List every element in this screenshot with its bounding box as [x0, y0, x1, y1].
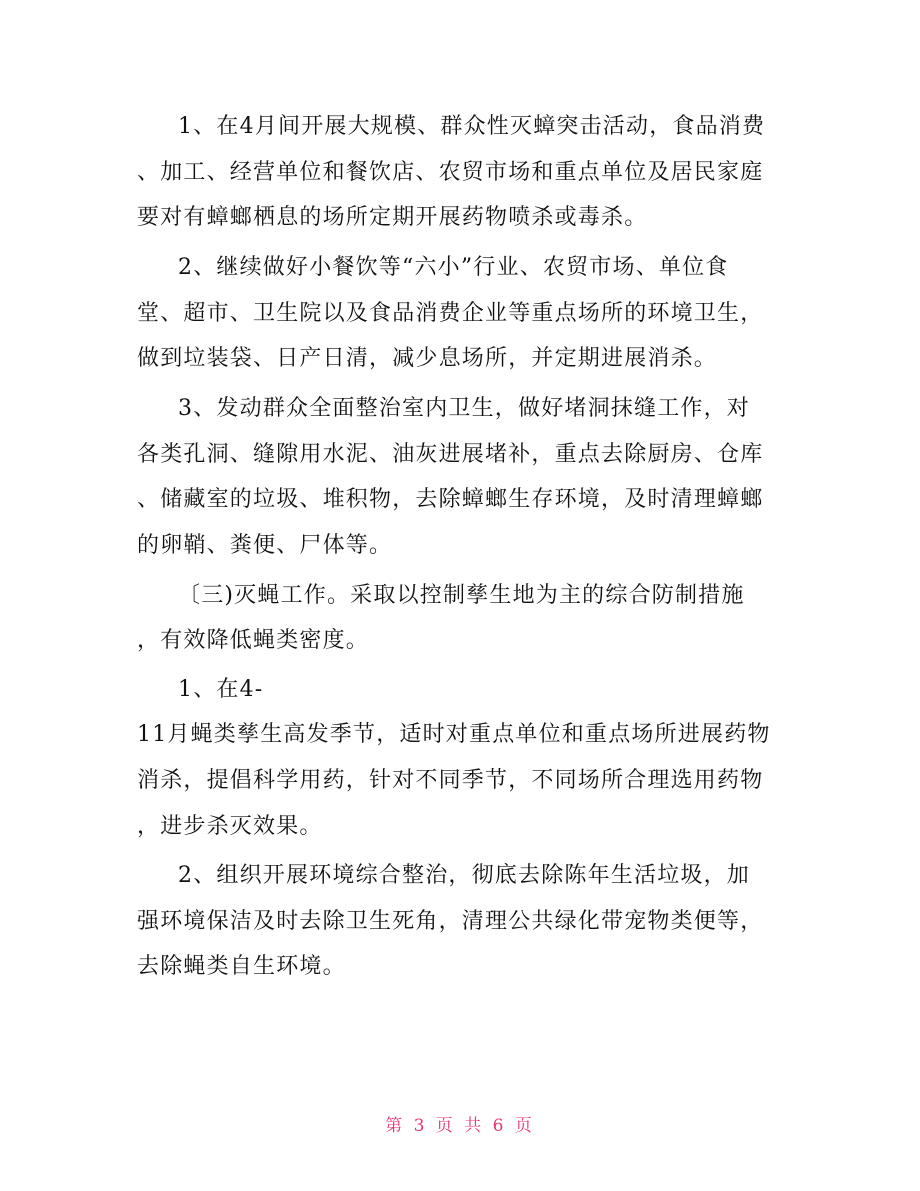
paragraph-line: 要对有蟑螂栖息的场所定期开展药物喷杀或毒杀。: [137, 205, 648, 230]
paragraph-line: 2、组织开展环境综合整治，彻底去除陈年生活垃圾，加: [178, 863, 750, 888]
paragraph-line: ，进步杀灭效果。: [137, 814, 323, 839]
paragraph-line: 1、在4月间开展大规模、群众性灭蟑突击活动，食品消费: [178, 114, 766, 139]
paragraph-line: 1、在4-: [178, 677, 264, 702]
paragraph-line: ，有效降低蝇类密度。: [137, 628, 370, 653]
paragraph-line: 2、继续做好小餐饮等“六小”行业、农贸市场、单位食: [178, 255, 729, 280]
page-number-footer: 第 3 页 共 6 页: [385, 1116, 535, 1136]
section-heading-line: 〔三)灭蝇工作。采取以控制孳生地为主的综合防制措施: [178, 583, 745, 608]
paragraph-line: 的卵鞘、粪便、尸体等。: [137, 533, 393, 558]
paragraph-line: 去除蝇类自生环境。: [137, 954, 346, 979]
paragraph-line: 、储藏室的垃圾、堆积物，去除蟑螂生存环境，及时清理蟑螂: [137, 487, 764, 512]
paragraph-line: 消杀，提倡科学用药，针对不同季节，不同场所合理选用药物: [137, 768, 764, 793]
paragraph-line: 各类孔洞、缝隙用水泥、油灰进展堵补，重点去除厨房、仓库: [137, 442, 764, 467]
paragraph-line: 3、发动群众全面整治室内卫生，做好堵洞抹缝工作，对: [178, 396, 750, 421]
paragraph-line: 、加工、经营单位和餐饮店、农贸市场和重点单位及居民家庭: [137, 160, 764, 185]
paragraph-line: 堂、超市、卫生院以及食品消费企业等重点场所的环境卫生，: [137, 301, 764, 326]
paragraph-line: 11月蝇类孳生高发季节，适时对重点单位和重点场所进展药物: [137, 722, 771, 747]
paragraph-line: 做到垃装袋、日产日清，减少息场所，并定期进展消杀。: [137, 346, 718, 371]
paragraph-line: 强环境保洁及时去除卫生死角，清理公共绿化带宠物类便等，: [137, 909, 764, 934]
